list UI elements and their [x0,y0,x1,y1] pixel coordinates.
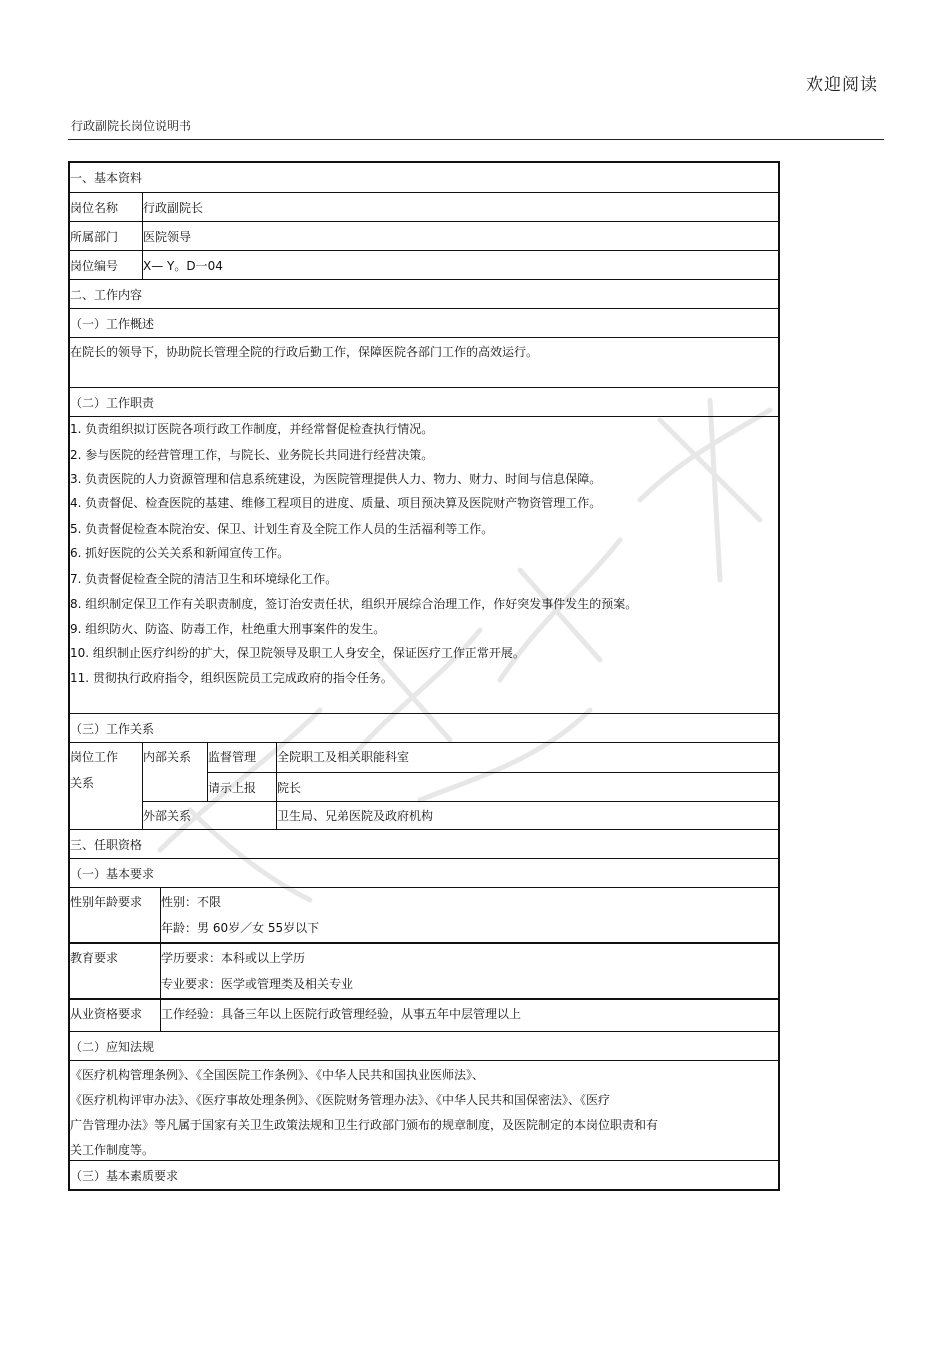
relations-table [70,742,778,829]
section-overview [70,308,778,337]
row-post-name [70,192,778,221]
gender-age-label: 性别年龄要求 [70,895,143,909]
header-divider [68,139,884,140]
experience-value: 工作经验：具备三年以上医院行政管理经验，从事五年中层管理以上 [161,1007,522,1021]
section-laws [70,1031,778,1060]
list-item: 3. 负责医院的人力资源管理和信息系统建设，为医院管理提供人力、物力、财力、时间与信息保障。 [70,472,602,486]
laws-line: 关工作制度等。 [70,1143,155,1157]
laws-body [70,1060,778,1160]
relations-label-cell [70,743,143,829]
relations-label-line2: 关系 [70,776,95,790]
section-heading: （一）工作概述 [70,317,155,331]
row-department [70,221,778,250]
section-relations [70,713,778,742]
department-label: 所属部门 [70,230,119,244]
section-basic-info [70,163,778,192]
document-title: 行政副院长岗位说明书 [71,119,192,133]
duties-list [70,416,778,713]
qualification-label: 从业资格要求 [70,1007,143,1021]
table-divider [143,801,778,802]
section-basic-requirements [70,858,778,887]
report-value: 院长 [277,781,302,795]
section-heading: 二、工作内容 [70,288,143,302]
major-value: 专业要求：医学或管理类及相关专业 [161,977,354,991]
post-name-value: 行政副院长 [143,201,204,215]
overview-body [70,337,778,387]
department-value: 医院领导 [143,230,192,244]
post-name-label: 岗位名称 [70,201,119,215]
gender-value: 性别：不限 [161,895,222,909]
list-item: 4. 负责督促、检查医院的基建、维修工程项目的进度、质量、项目预决算及医院财产物资管理工作。 [70,496,602,510]
internal-relations-label: 内部关系 [143,750,192,764]
external-relations-value: 卫生局、兄弟医院及政府机构 [277,809,434,823]
report-label: 请示上报 [208,781,257,795]
list-item: 1. 负责组织拟订医院各项行政工作制度，并经常督促检查执行情况。 [70,422,434,436]
education-label: 教育要求 [70,951,119,965]
table-divider [208,772,778,773]
post-code-label: 岗位编号 [70,259,119,273]
section-heading: （三）基本素质要求 [70,1169,179,1183]
overview-text: 在院长的领导下，协助院长管理全院的行政后勤工作，保障医院各部门工作的高效运行。 [70,345,539,359]
degree-value: 学历要求：本科或以上学历 [161,951,306,965]
section-quality [70,1160,778,1189]
section-heading: 三、任职资格 [70,838,143,852]
row-education [70,942,778,998]
welcome-header: 欢迎阅读 [806,75,878,95]
list-item: 10. 组织制止医疗纠纷的扩大，保卫院领导及职工人身安全，保证医疗工作正常开展。 [70,646,525,660]
section-heading: 一、基本资料 [70,171,143,185]
section-duties [70,387,778,416]
row-gender-age [70,887,778,942]
section-heading: （二）应知法规 [70,1040,155,1054]
internal-relations-cell [143,743,208,801]
list-item: 5. 负责督促检查本院治安、保卫、计划生育及全院工作人员的生活福利等工作。 [70,522,494,536]
list-item: 9. 组织防火、防盗、防毒工作，杜绝重大刑事案件的发生。 [70,622,386,636]
list-item: 2. 参与医院的经营管理工作，与院长、业务院长共同进行经营决策。 [70,448,434,462]
list-item: 11. 贯彻执行政府指令，组织医院员工完成政府的指令任务。 [70,671,393,685]
section-heading: （三）工作关系 [70,722,155,736]
row-post-code [70,250,778,279]
job-description-form [68,161,780,1191]
laws-line: 《医疗机构评审办法》、《医疗事故处理条例》、《医院财务管理办法》、《中华人民共和国保密法》、《医疗 [70,1093,611,1107]
laws-line: 《医疗机构管理条例》、《全国医院工作条例》、《中华人民共和国执业医师法》、 [70,1068,485,1082]
section-heading: （一）基本要求 [70,867,155,881]
row-qualification [70,998,778,1031]
list-item: 7. 负责督促检查全院的清洁卫生和环境绿化工作。 [70,572,338,586]
age-value: 年龄：男 60岁／女 55岁以下 [161,921,320,935]
section-work-content [70,279,778,308]
laws-line: 广告管理办法》等凡属于国家有关卫生政策法规和卫生行政部门颁布的规章制度，及医院制定的本岗位职责和有 [70,1118,659,1132]
supervise-label: 监督管理 [208,750,257,764]
section-heading: （二）工作职责 [70,396,155,410]
list-item: 6. 抓好医院的公关关系和新闻宣传工作。 [70,546,290,560]
post-code-value: X— Y。D一04 [143,259,223,273]
relations-label-line1: 岗位工作 [70,750,119,764]
list-item: 8. 组织制定保卫工作有关职责制度，签订治安责任状，组织开展综合治理工作，作好突发事件发生的预案。 [70,597,638,611]
external-relations-label: 外部关系 [143,809,192,823]
section-qualification [70,829,778,858]
supervise-value: 全院职工及相关职能科室 [277,750,410,764]
